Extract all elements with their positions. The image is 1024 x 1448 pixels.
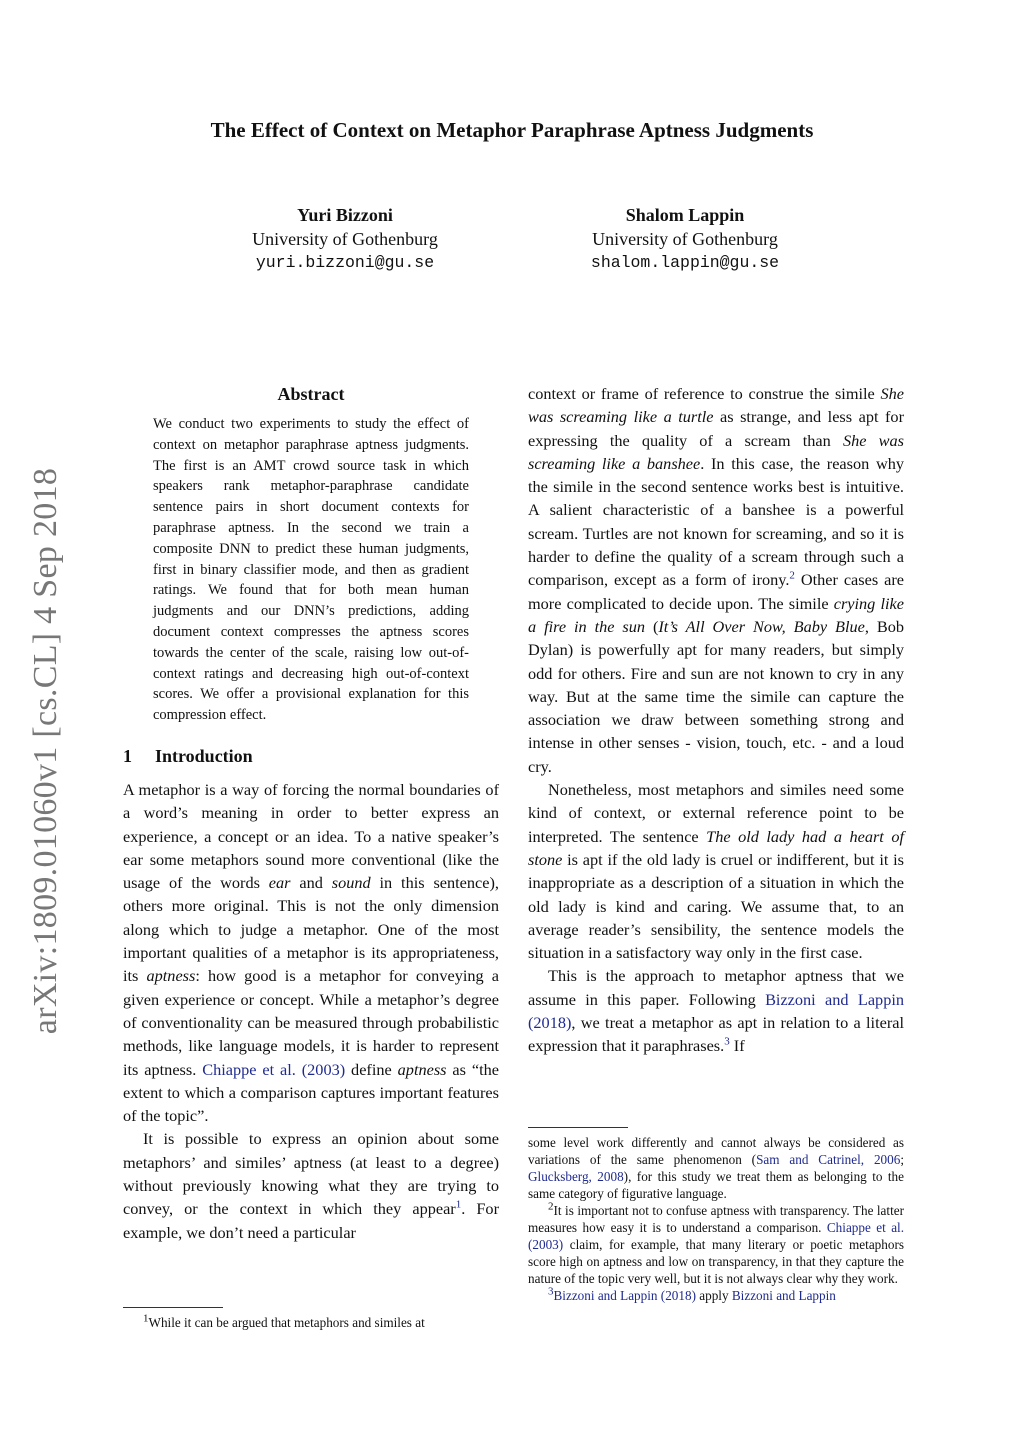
left-column <box>123 382 499 1244</box>
citation-link[interactable]: Bizzoni and Lappin (2018) <box>553 1288 696 1303</box>
citation-link[interactable]: Chiappe et al. (2003) <box>528 1220 905 1252</box>
footnote-rule <box>123 1307 223 1308</box>
citation-link[interactable]: Glucksberg, 2008 <box>528 1169 624 1184</box>
footnote-2: $^2$It is important not to confuse aptness with transparency. The latter measures how easy it is to understand a comparison. Chiappe et al. (2003) claim, for example, that many literary or poetic metaphors score high on aptness and low on transparency, in that they capture the nature of the topic very well, but it is not always clear why they work. <box>528 1200 905 1286</box>
author-affiliation: University of Gothenburg <box>592 229 778 249</box>
intro-paragraph-4: Nonetheless, most metaphors and similes need some kind of context, or external reference point to be interpreted. The sentence The old lady had a heart of stone is apt if the old lady is cruel or indifferent, but it is inappropriate as a description of a situation in which the old lady is kind and caring. We assume that, to an average reader’s sensibility, the sentence models the situation in a satisfactory way only in the first case. <box>528 780 904 963</box>
section-number: 1 <box>123 745 132 766</box>
right-footnotes <box>528 1117 904 1304</box>
author-email[interactable]: yuri.bizzoni@gu.se <box>255 253 435 272</box>
citation-link[interactable]: Chiappe et al. (2003) <box>202 1059 346 1079</box>
footnote-3: $^3$Bizzoni and Lappin (2018) apply Bizzoni and Lappin <box>548 1285 836 1303</box>
author-name: Yuri Bizzoni <box>297 205 393 225</box>
right-column <box>528 382 904 1058</box>
paper-title: The Effect of Context on Metaphor Paraphrase Aptness Judgments <box>210 118 814 142</box>
intro-paragraph-5: This is the approach to metaphor aptness that we assume in this paper. Following Bizzoni and Lappin (2018), we treat a metaphor as apt in relation to a literal expression that it paraphrases.$^3$ If <box>528 966 904 1056</box>
author-block-1 <box>195 203 495 275</box>
author-block-2 <box>535 203 835 275</box>
footnote-marker[interactable]: 1 <box>455 1198 462 1211</box>
citation-link[interactable]: Bizzoni and Lappin (2018) <box>528 989 904 1033</box>
footnote-marker[interactable]: 2 <box>789 569 795 582</box>
footnote-1: $^1$While it can be argued that metaphors and similes at <box>143 1312 425 1330</box>
intro-paragraph-3: context or frame of reference to construe the simile She was screaming like a turtle as strange, and less apt for expressing the quality of a scream than She was screaming like a banshee. In this case, the reason why the simile in the second sentence works best is intuitive. A salient characteristic of a banshee is a powerful scream. Turtles are not known for screaming, and so it is harder to define the quality of a scream through such a comparison, except as a form of irony.$^2$ Other cases are more complicated to decide upon. The simile crying like a fire in the sun (It’s All Over Now, Baby Blue, Bob Dylan) is powerfully apt for many readers, but simply odd for others. Fire and sun are not known to cry in any way. But at the same time the simile can capture the association we draw between something strong and intense in other senses - vision, touch, etc. - and a loud cry. <box>528 384 904 776</box>
left-footnotes <box>123 1297 499 1331</box>
arxiv-stamp: arXiv:1809.01060v1 [cs.CL] 4 Sep 2018 <box>27 467 64 1035</box>
footnote-rule <box>528 1127 628 1128</box>
citation-link[interactable]: Sam and Catrinel, 2006 <box>756 1152 901 1167</box>
author-email[interactable]: shalom.lappin@gu.se <box>590 253 780 272</box>
intro-paragraph-1: A metaphor is a way of forcing the normal boundaries of a word’s meaning in order to better express an experience, a concept or an idea. To a native speaker’s ear some metaphors sound more conventional (like the usage of the words ear and sound in this sentence), others more original. This is not the only dimension along which to judge a metaphor. One of the most important qualities of a metaphor is its appropriateness, its aptness: how good is a metaphor for conveying a given experience or concept. While a metaphor’s degree of conventionality can be measured through probabilistic methods, like language models, it is harder to represent its aptness. Chiappe et al. (2003) define aptness as “the extent to which a comparison captures important features of the topic”. <box>123 779 499 1126</box>
footnote-marker[interactable]: 3 <box>724 1035 730 1048</box>
section-title: Introduction <box>155 745 253 766</box>
abstract-heading: Abstract <box>277 384 345 404</box>
citation-link[interactable]: Bizzoni and Lappin <box>731 1288 836 1303</box>
author-name: Shalom Lappin <box>625 205 745 225</box>
abstract-text: We conduct two experiments to study the effect of context on metaphor paraphrase aptness judgments. The first is an AMT crowd source task in which speakers rank metaphor-paraphrase candidate sentence pairs in short document contexts for paraphrase aptness. In the second we train a composite DNN to predict these human judgments, first in binary classifier mode, and then as gradient ratings. We found that for both mean human judgments and our DNN’s predictions, adding document context compresses the aptness scores towards the center of the scale, raising low out-of-context ratings and decreasing high out-of-context scores. We offer a provisional explanation for this compression effect. <box>153 416 469 724</box>
author-affiliation: University of Gothenburg <box>252 229 438 249</box>
intro-paragraph-2: It is possible to express an opinion about some metaphors’ and similes’ aptness (at least to a degree) without previously knowing what they are trying to convey, or the context in which they appear$^1$. For example, we don’t need a particular <box>123 1129 499 1242</box>
section-heading <box>123 744 499 768</box>
footnote-1-continued: some level work differently and cannot always be considered as variations of the same phenomenon (Sam and Catrinel, 2006; Glucksberg, 2008), for this study we treat them as belonging to the same category of figurative language. <box>528 1135 905 1201</box>
